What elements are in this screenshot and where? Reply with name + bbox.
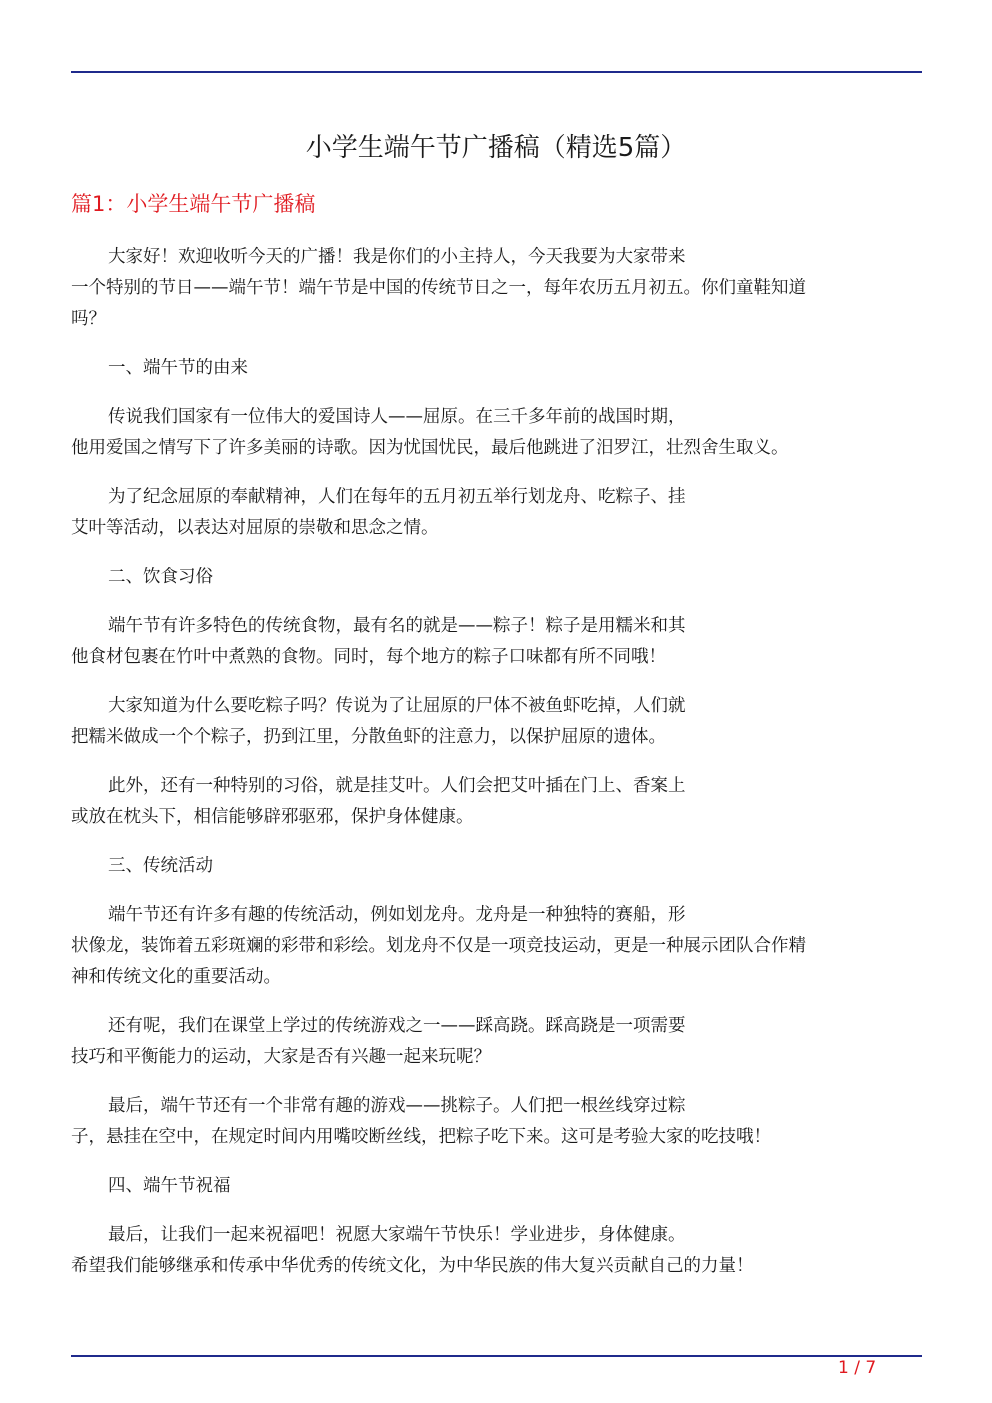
document-body (71, 242, 922, 1300)
document-title: 小学生端午节广播稿（精选5篇） (305, 133, 687, 163)
header-rule (71, 71, 922, 73)
text-line: 传说我们国家有一位伟大的爱国诗人——屈原。在三千多年前的战国时期， (108, 407, 686, 427)
paragraph-zongzi (71, 611, 922, 673)
text-line: 艾叶等活动，以表达对屈原的崇敬和思念之情。 (71, 518, 439, 538)
paragraph-why-zongzi (71, 691, 922, 753)
text-line: 他食材包裹在竹叶中煮熟的食物。同时，每个地方的粽子口味都有所不同哦！ (71, 647, 666, 667)
subheading-activities: 三、传统活动 (108, 856, 213, 876)
page-number: 1 / 7 (838, 1358, 877, 1378)
text-line: 为了纪念屈原的奉献精神，人们在每年的五月初五举行划龙舟、吃粽子、挂 (108, 487, 686, 507)
text-line: 端午节有许多特色的传统食物，最有名的就是——粽子！粽子是用糯米和其 (108, 616, 686, 636)
subheading-food: 二、饮食习俗 (108, 567, 213, 587)
paragraph-mugwort (71, 771, 922, 833)
text-line: 此外，还有一种特别的习俗，就是挂艾叶。人们会把艾叶插在门上、香案上 (108, 776, 686, 796)
text-line: 吗？ (71, 309, 106, 329)
paragraph-intro (71, 242, 922, 335)
paragraph-commemoration (71, 482, 922, 544)
text-line: 状像龙，装饰着五彩斑斓的彩带和彩绘。划龙舟不仅是一项竞技运动，更是一种展示团队合作精 (71, 936, 806, 956)
text-line: 端午节还有许多有趣的传统活动，例如划龙舟。龙舟是一种独特的赛船，形 (108, 905, 686, 925)
text-line: 神和传统文化的重要活动。 (71, 967, 281, 987)
text-line: 最后，端午节还有一个非常有趣的游戏——挑粽子。人们把一根丝线穿过粽 (108, 1096, 686, 1116)
text-line: 大家知道为什么要吃粽子吗？传说为了让屈原的尸体不被鱼虾吃掉，人们就 (108, 696, 686, 716)
text-line: 还有呢，我们在课堂上学过的传统游戏之一——踩高跷。踩高跷是一项需要 (108, 1016, 686, 1036)
paragraph-stilts (71, 1011, 922, 1073)
subheading-origin: 一、端午节的由来 (108, 358, 248, 378)
paragraph-blessing (71, 1220, 922, 1282)
text-line: 把糯米做成一个个粽子，扔到江里，分散鱼虾的注意力，以保护屈原的遗体。 (71, 727, 666, 747)
text-line: 技巧和平衡能力的运动，大家是否有兴趣一起来玩呢？ (71, 1047, 491, 1067)
subheading-blessing: 四、端午节祝福 (108, 1176, 231, 1196)
text-line: 希望我们能够继承和传承中华优秀的传统文化，为中华民族的伟大复兴贡献自己的力量！ (71, 1256, 754, 1276)
text-line: 一个特别的节日——端午节！端午节是中国的传统节日之一，每年农历五月初五。你们童鞋知道 (71, 278, 806, 298)
text-line: 最后，让我们一起来祝福吧！祝愿大家端午节快乐！学业进步，身体健康。 (108, 1225, 686, 1245)
text-line: 大家好！欢迎收听今天的广播！我是你们的小主持人，今天我要为大家带来 (108, 247, 686, 267)
footer-rule (71, 1355, 922, 1357)
section-heading: 篇1：小学生端午节广播稿 (71, 192, 316, 216)
paragraph-game (71, 1091, 922, 1153)
text-line: 子，悬挂在空中，在规定时间内用嘴咬断丝线，把粽子吃下来。这可是考验大家的吃技哦！ (71, 1127, 771, 1147)
paragraph-dragon-boat (71, 900, 922, 993)
text-line: 或放在枕头下，相信能够辟邪驱邪，保护身体健康。 (71, 807, 474, 827)
paragraph-legend (71, 402, 922, 464)
text-line: 他用爱国之情写下了许多美丽的诗歌。因为忧国忧民，最后他跳进了汨罗江，壮烈舍生取义。 (71, 438, 789, 458)
